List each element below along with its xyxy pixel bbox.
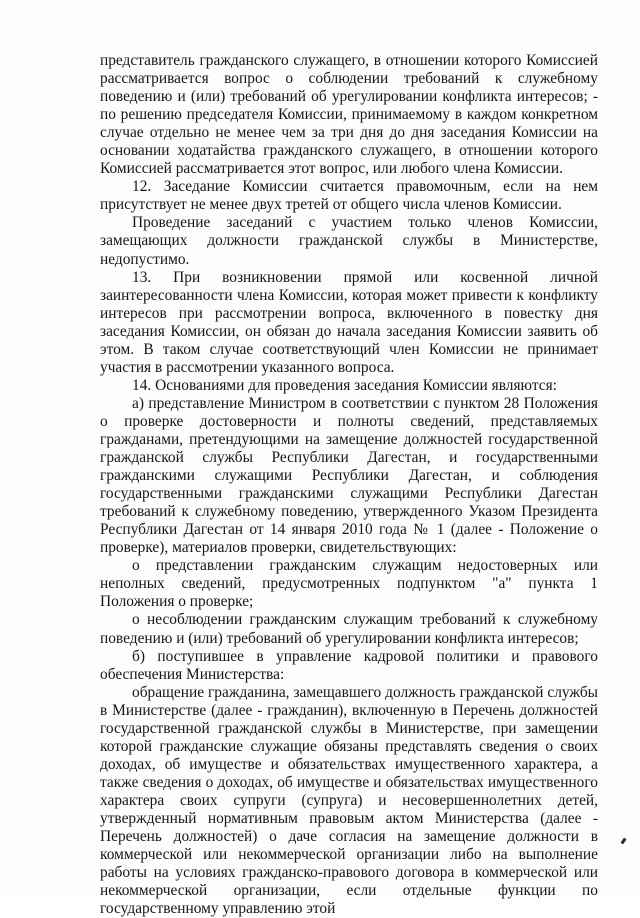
paragraph-item-14b: б) поступившее в управление кадровой политики и правового обеспечения Министерства:	[100, 647, 598, 683]
paragraph-item-13: 13. При возникновении прямой или косвенной личной заинтересованности члена Комиссии, которая может привести к конфликту интересов при рассмотрении вопроса, включенного в повестку дня заседания Комиссии, он обязан до начала заседания Комиссии заявить об этом. В таком случае соответствующий член Комиссии не принимает участия в рассмотрении указанного вопроса.	[100, 268, 598, 376]
paragraph-meetings-restriction: Проведение заседаний с участием только членов Комиссии, замещающих должности гражданской службы в Министерстве, недопустимо.	[100, 214, 598, 268]
paragraph-item-14a: а) представление Министром в соответствии с пунктом 28 Положения о проверке достоверности и полноты сведений, представляемых гражданами, претендующими на замещение должностей государственной гражданской службы Республики Дагестан, и государственными гражданскими служащими Республики Дагестан, и соблюдения государственными гражданскими служащими Республики Дагестан требований к служебному поведению, утвержденного Указом Президента Республики Дагестан от 14 января 2010 года № 1 (далее - Положение о проверке), материалов проверки, свидетельствующих:	[100, 394, 598, 557]
paragraph-citizen-appeal: обращение гражданина, замещавшего должность гражданской службы в Министерстве (далее - гражданин), включенную в Перечень должностей государственной гражданской службы в Министерстве, при замещении которой гражданские служащие обязаны представлять сведения о своих доходах, об имуществе и обязательствах имущественного характера, а также сведения о доходах, об имуществе и обязательствах имущественного характера своих супруги (супруга) и несовершеннолетних детей, утвержденный нормативным правовым актом Министерства (далее - Перечень должностей) о даче согласия на замещение должности в коммерческой или некоммерческой организации либо на выполнение работы на условиях гражданско-правового договора в коммерческой или некоммерческой организации, если отдельные функции по государственному управлению этой	[100, 683, 598, 918]
paragraph-item-14: 14. Основаниями для проведения заседания Комиссии являются:	[132, 376, 557, 394]
paragraph-false-information: о представлении гражданским служащим недостоверных или неполных сведений, предусмотренных подпунктом "а" пункта 1 Положения о проверке;	[100, 557, 598, 611]
paragraph-continuation: представитель гражданского служащего, в отношении которого Комиссией рассматривается вопрос о соблюдении требований к служебному поведению и (или) требований об урегулировании конфликта интересов; - по решению председателя Комиссии, принимаемому в каждом конкретном случае отдельно не менее чем за три дня до дня заседания Комиссии на основании ходатайства гражданского служащего, в отношении которого Комиссией рассматривается этот вопрос, или любого члена Комиссии.	[100, 52, 598, 178]
scan-mark	[621, 838, 627, 845]
document-text	[100, 52, 598, 918]
paragraph-conduct-violation: о несоблюдении гражданским служащим требований к служебному поведению и (или) требований об урегулировании конфликта интересов;	[100, 611, 598, 647]
paragraph-item-12: 12. Заседание Комиссии считается правомочным, если на нем присутствует не менее двух третей от общего числа членов Комиссии.	[100, 178, 598, 214]
